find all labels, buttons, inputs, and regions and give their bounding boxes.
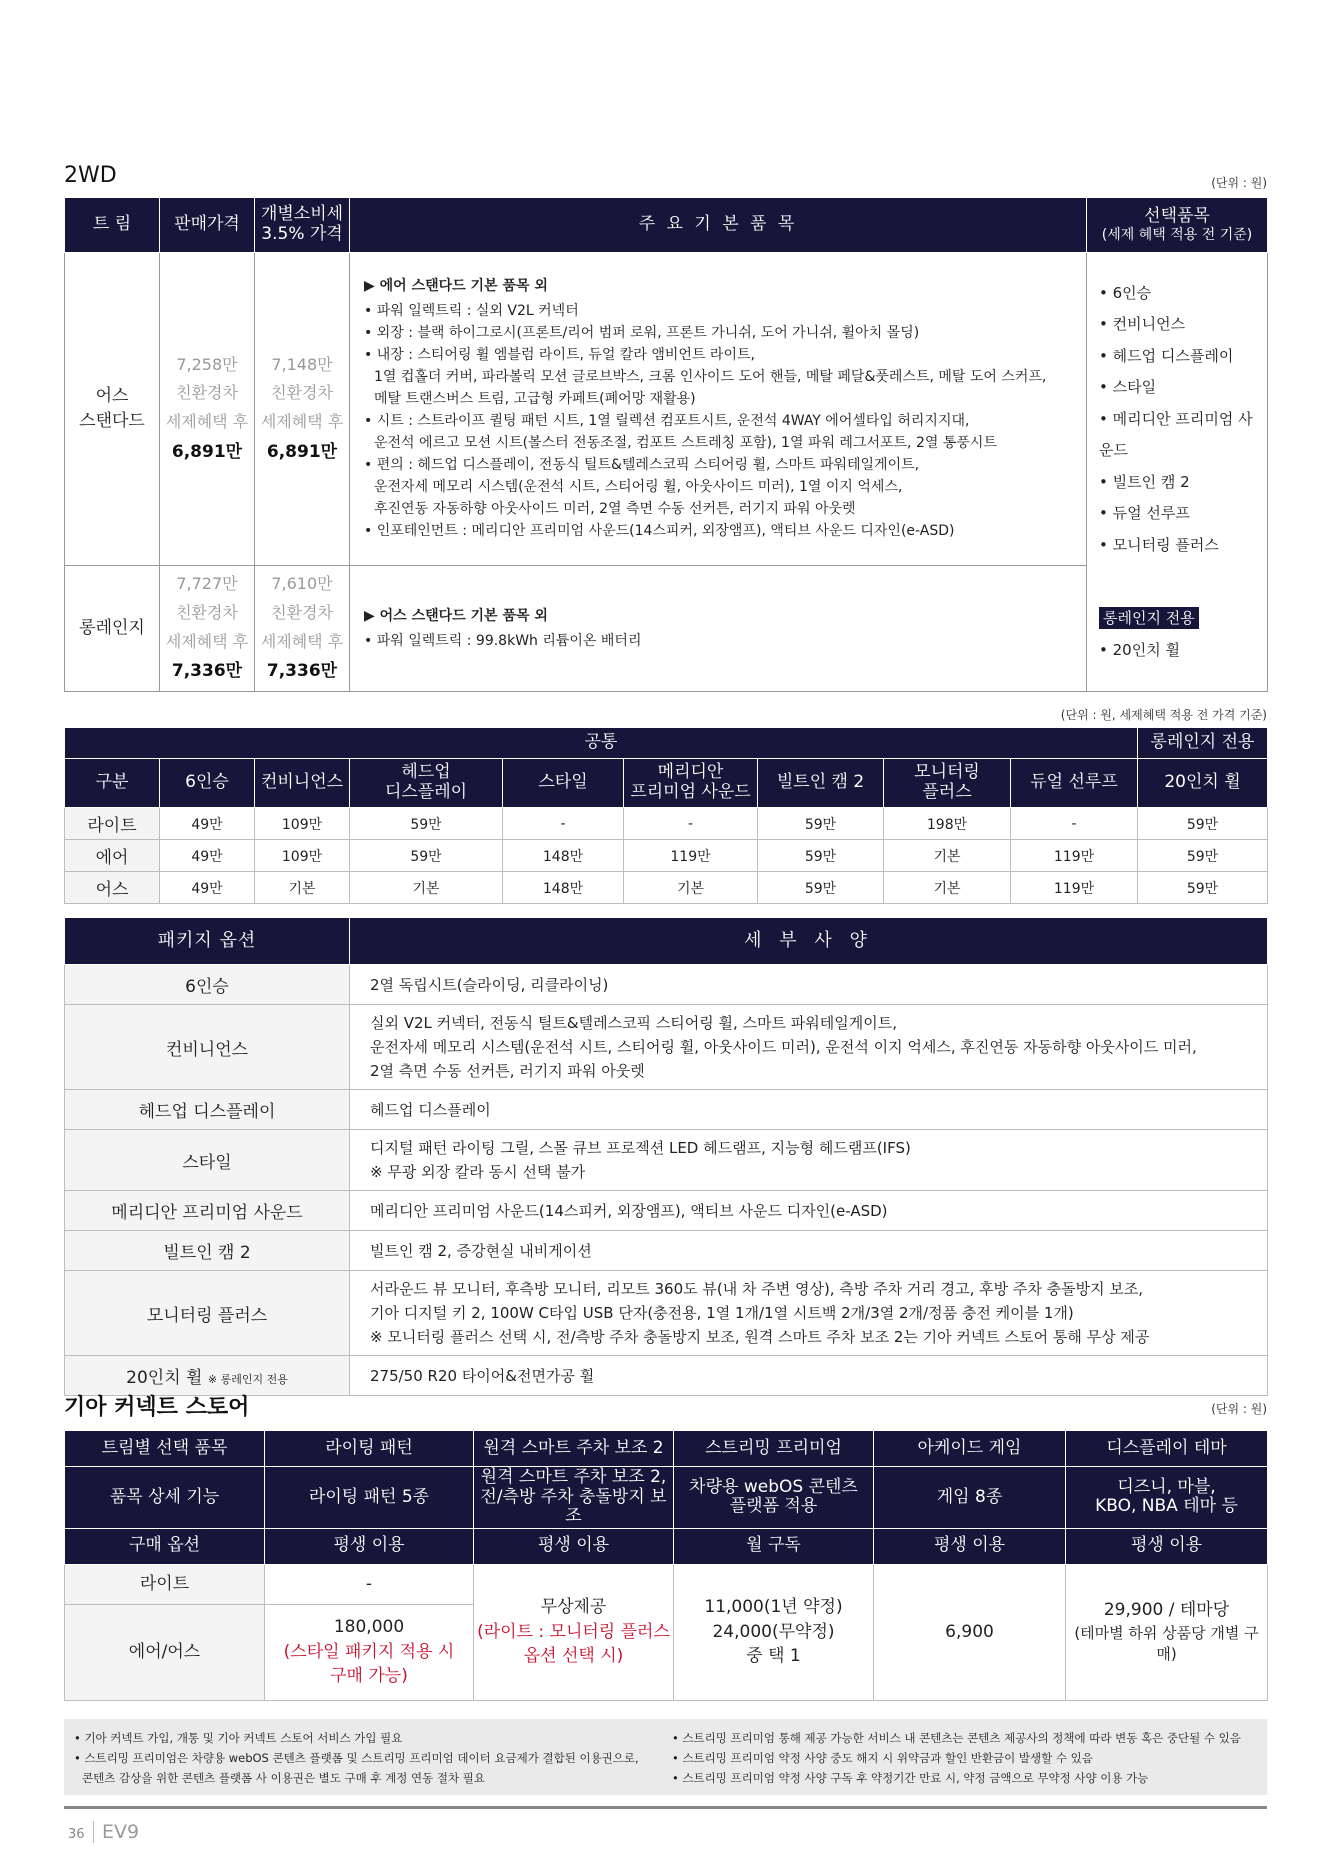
col-20inch: 20인치 휠 [1138, 759, 1268, 808]
table-row: 스타일 디지털 패턴 라이팅 그릴, 스몰 큐브 프로젝션 LED 헤드램프, 지능형 헤드램프(IFS) ※ 무광 외장 칼라 동시 선택 불가 [65, 1130, 1268, 1191]
header-package: 패키지 옵션 [65, 918, 350, 965]
table-row: 컨비니언스 실외 V2L 커넥터, 전동식 틸트&텔레스코픽 스티어링 휠, 스마트 파워테일게이트, 운전자세 메모리 시스템(운전석 시트, 스티어링 휠, 아웃사이드 미러), 운전석 이지 억세스, 후진연동 자동하향 아웃사이드 미러, 2열 측면 수동 선커튼, 러기지 파워 아웃렛 [65, 1005, 1268, 1090]
col-parking: 원격 스마트 주차 보조 2 [474, 1431, 674, 1467]
header-options: 선택품목 (세제 혜택 적용 전 기준) [1087, 198, 1268, 253]
header-basic: 주 요 기 본 품 목 [350, 198, 1087, 253]
col-trim-items: 트림별 선택 품목 [65, 1431, 265, 1467]
table-row: 라이트 49만 109만 59만 - - 59만 198만 - 59만 [65, 808, 1268, 840]
long-tax-price: 7,610만 친환경차 세제혜택 후 7,336만 [255, 566, 350, 692]
col-builtin-cam: 빌트인 캠 2 [758, 759, 884, 808]
col-hud: 헤드업 디스플레이 [350, 759, 503, 808]
table-row: 6인승 2열 독립시트(슬라이딩, 리클라이닝) [65, 965, 1268, 1005]
model-name: EV9 [93, 1821, 139, 1843]
group-common: 공통 [65, 728, 1138, 759]
long-price: 7,727만 친환경차 세제혜택 후 7,336만 [160, 566, 255, 692]
earth-basic-items: ▶ 에어 스탠다드 기본 품목 외 • 파워 일렉트릭 : 실외 V2L 커넥터 • 외장 : 블랙 하이그로시(프론트/리어 범퍼 로워, 프론트 가니쉬, 도어 가니쉬, 휠아치 몰딩) • 내장 : 스티어링 휠 엠블럼 라이트, 듀얼 칼라 앰비언트 라이트, 1열 컵홀더 커버, 파라볼릭 모션 글로브박스, 크롬 인사이드 도어 핸들, 메탈 페달&풋레스트, 메탈 도어 스커프, 메탈 트랜스버스 트림, 고급형 카페트(폐어망 재활용) • 시트 : 스트라이프 퀼팅 패턴 시트, 1열 릴렉션 컴포트시트, 운전석 4WAY 에어셀타입 허리지지대, 운전석 에르고 모션 시트(볼스터 전동조절, 컴포트 스트레칭 포함), 1열 파워 레그서포트, 2열 통풍시트 • 편의 : 헤드업 디스플레이, 전동식 틸트&텔레스코픽 스티어링 휠, 스마트 파워테일게이트, 운전자세 메모리 시스템(운전석 시트, 스티어링 휠, 아웃사이드 미러), 1열 이지 억세스, 후진연동 자동하향 아웃사이드 미러, 2열 측면 수동 선커튼, 러기지 파워 아웃렛 • 인포테인먼트 : 메리디안 프리미엄 사운드(14스피커, 외장앰프), 액티브 사운드 디자인(e-ASD) [350, 253, 1087, 566]
col-sunroof: 듀얼 선루프 [1011, 759, 1138, 808]
table-row: 어스 49만 기본 기본 148만 기본 59만 기본 119만 59만 [65, 872, 1268, 904]
earth-price: 7,258만 친환경차 세제혜택 후 6,891만 [160, 253, 255, 566]
unit-label-store: (단위 : 원) [1211, 1402, 1267, 1416]
long-basic-items: ▶ 어스 스탠다드 기본 품목 외 • 파워 일렉트릭 : 99.8kWh 리튬이온 배터리 [350, 566, 1087, 692]
table-row: 모니터링 플러스 서라운드 뷰 모니터, 후측방 모니터, 리모트 360도 뷰(내 차 주변 영상), 측방 주차 거리 경고, 후방 주차 충돌방지 보조, 기아 디지털 키 2, 100W C타입 USB 단자(충전용, 1열 1개/1열 시트백 2개/3열 2개/정품 충전 케이블 1개) ※ 모니터링 플러스 선택 시, 전/측방 주차 충돌방지 보조, 원격 스마트 주차 보조 2는 기아 커넥트 스토어 통해 무상 제공 [65, 1271, 1268, 1356]
col-category: 구분 [65, 759, 160, 808]
table-row: 헤드업 디스플레이 헤드업 디스플레이 [65, 1090, 1268, 1130]
col-style: 스타일 [503, 759, 624, 808]
col-convenience: 컨비니언스 [255, 759, 350, 808]
package-spec-table [64, 917, 1268, 1396]
footer-divider [64, 1806, 1267, 1809]
section-title-2wd: 2WD [64, 163, 117, 188]
header-spec: 세 부 사 양 [350, 918, 1268, 965]
streaming-price: 11,000(1년 약정) 24,000(무약정) 중 택 1 [674, 1564, 874, 1700]
unit-label: (단위 : 원) [1211, 176, 1267, 190]
parking-price: 무상제공 (라이트 : 모니터링 플러스 옵션 선택 시) [474, 1564, 674, 1700]
trim-earth: 어스 스탠다드 [65, 253, 160, 566]
lighting-price: 180,000 (스타일 패키지 적용 시 구매 가능) [265, 1604, 474, 1700]
group-longrange: 롱레인지 전용 [1138, 728, 1268, 759]
connect-store-table: 트림별 선택 품목 라이팅 패턴 원격 스마트 주차 보조 2 스트리밍 프리미엄 아케이드 게임 디스플레이 테마 품목 상세 기능 라이팅 패턴 5종 원격 스마트 주차 보조 2, 전/측방 주차 충돌방지 보조 차량용 webOS 콘텐츠 플랫폼 적용 게임 8종 디즈니, 마블, KBO, NBA 테마 등 구매 옵션 평생 이용 평생 이용 월 구독 평생 이용 평생 이용 라이트 - 무상제공 (라이트 : 모니터링 플러스 옵션 선택 시) 11,000(1년 약정) 24,000(무약정) 중 택 1 6,900 29,900 / 테마당 (테마별 하위 상품당 개별 구매) 에어/어스 180,000 (스타일 패키지 적용 시 구매 가능) [64, 1430, 1268, 1701]
table-row: 빌트인 캠 2 빌트인 캠 2, 증강현실 내비게이션 [65, 1231, 1268, 1271]
trim-table [64, 197, 1268, 692]
header-trim: 트 림 [65, 198, 160, 253]
options-list: • 6인승 • 컨비니언스 • 헤드업 디스플레이 • 스타일 • 메리디안 프리미엄 사운드 • 빌트인 캠 2 • 듀얼 선루프 • 모니터링 플러스 롱레인지 전용 • 20인치 휠 [1087, 253, 1268, 692]
unit-label-options: (단위 : 원, 세제혜택 적용 전 가격 기준) [1060, 708, 1267, 722]
col-arcade: 아케이드 게임 [874, 1431, 1066, 1467]
header-price: 판매가격 [160, 198, 255, 253]
col-meridian: 메리디안 프리미엄 사운드 [624, 759, 758, 808]
col-6seat: 6인승 [160, 759, 255, 808]
col-theme: 디스플레이 테마 [1066, 1431, 1268, 1467]
longrange-only-tag: 롱레인지 전용 [1099, 607, 1199, 629]
theme-price: 29,900 / 테마당 (테마별 하위 상품당 개별 구매) [1066, 1564, 1268, 1700]
col-monitoring: 모니터링 플러스 [884, 759, 1011, 808]
arcade-price: 6,900 [874, 1564, 1066, 1700]
header-tax-price: 개별소비세 3.5% 가격 [255, 198, 350, 253]
trim-longrange: 롱레인지 [65, 566, 160, 692]
col-lighting: 라이팅 패턴 [265, 1431, 474, 1467]
table-row: 20인치 휠 ※ 롱레인지 전용 275/50 R20 타이어&전면가공 휠 [65, 1356, 1268, 1396]
option-price-table [64, 727, 1268, 904]
section-title-connect-store: 기아 커넥트 스토어 [64, 1395, 250, 1420]
earth-tax-price: 7,148만 친환경차 세제혜택 후 6,891만 [255, 253, 350, 566]
table-row: 에어 49만 109만 59만 148만 119만 59만 기본 119만 59만 [65, 840, 1268, 872]
col-streaming: 스트리밍 프리미엄 [674, 1431, 874, 1467]
row-air-earth: 에어/어스 [65, 1604, 265, 1700]
row-lite: 라이트 [65, 1564, 265, 1604]
page-number: 36 [68, 1827, 85, 1842]
footer [68, 1821, 139, 1843]
notes-box: • 기아 커넥트 가입, 개통 및 기아 커넥트 스토어 서비스 가입 필요 • 스트리밍 프리미엄은 차량용 webOS 콘텐츠 플랫폼 및 스트리밍 프리미엄 데이터 요금제가 결합된 이용권으로, 콘텐츠 감상을 위한 콘텐츠 플랫폼 사 이용권은 별도 구매 후 계정 연동 절차 필요 • 스트리밍 프리미엄 통해 제공 가능한 서비스 내 콘텐츠는 콘텐츠 제공사의 정책에 따라 변동 혹은 중단될 수 있음 • 스트리밍 프리미엄 약정 사양 중도 해지 시 위약금과 할인 반환금이 발생할 수 있음 • 스트리밍 프리미엄 약정 사양 구독 후 약정기간 만료 시, 약정 금액으로 무약정 사양 이용 가능 [64, 1719, 1267, 1795]
table-row: 메리디안 프리미엄 사운드 메리디안 프리미엄 사운드(14스피커, 외장앰프), 액티브 사운드 디자인(e-ASD) [65, 1191, 1268, 1231]
